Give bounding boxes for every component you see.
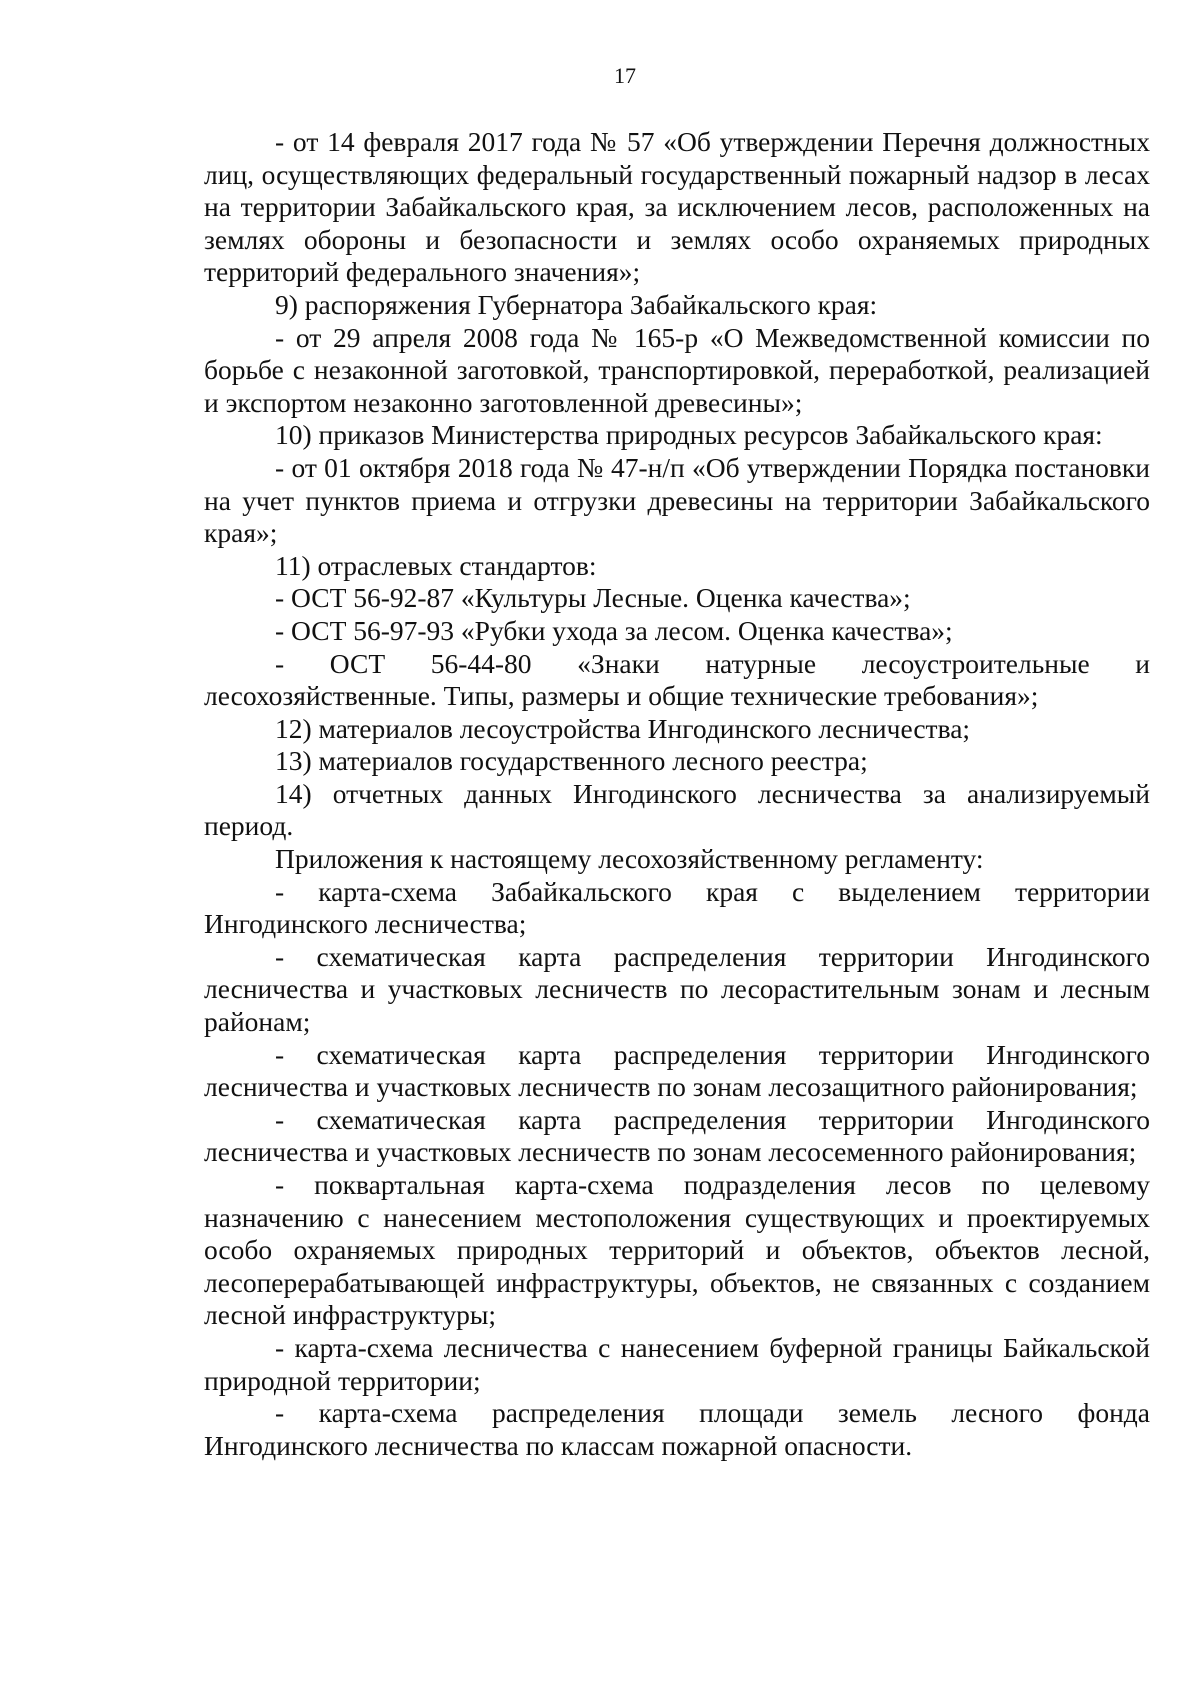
paragraph-appendix-forest-protection-zones: - схематическая карта распределения территории Ингодинского лесничества и участковых лесничеств по зонам лесозащитного районирования; bbox=[204, 1038, 1150, 1103]
paragraph-interdepartmental-commission: - от 29 апреля 2008 года № 165-р «О Межведомственной комиссии по борьбе с незаконной заготовкой, транспортировкой, переработкой, реализацией и экспортом незаконно заготовленной древесины»; bbox=[204, 321, 1150, 418]
paragraph-appendix-quarterly-map: - поквартальная карта-схема подразделения лесов по целевому назначению с нанесением местоположения существующих и проектируемых особо охраняемых природных территорий и объектов, объектов лесной, лесоперерабатывающей инфраструктуры, объектов, не связанных с созданием лесной инфраструктуры; bbox=[204, 1169, 1150, 1331]
paragraph-ministry-orders: 10) приказов Министерства природных ресурсов Забайкальского края: bbox=[275, 419, 1103, 451]
paragraph-ost-56-92-87: - ОСТ 56-92-87 «Культуры Лесные. Оценка качества»; bbox=[275, 582, 911, 614]
page-number: 17 bbox=[614, 63, 636, 88]
paragraph-ost-56-44-80: - ОСТ 56-44-80 «Знаки натурные лесоустроительные и лесохозяйственные. Типы, размеры и общие технические требования»; bbox=[204, 647, 1150, 712]
paragraph-industry-standards: 11) отраслевых стандартов: bbox=[275, 549, 597, 581]
document-body bbox=[204, 126, 1150, 1462]
paragraph-reporting-data: 14) отчетных данных Ингодинского лесничества за анализируемый период. bbox=[204, 777, 1150, 842]
paragraph-forest-management-materials: 12) материалов лесоустройства Ингодинского лесничества; bbox=[275, 712, 971, 744]
paragraph-appendix-region-map: - карта-схема Забайкальского края с выделением территории Ингодинского лесничества; bbox=[204, 875, 1150, 940]
paragraph-appendix-fire-danger: - карта-схема распределения площади земель лесного фонда Ингодинского лесничества по классам пожарной опасности. bbox=[204, 1397, 1150, 1461]
paragraph-governor-orders: 9) распоряжения Губернатора Забайкальского края: bbox=[275, 288, 878, 320]
paragraph-appendix-vegetation-zones: - схематическая карта распределения территории Ингодинского лесничества и участковых лесничеств по лесорастительным зонам и лесным районам; bbox=[204, 940, 1150, 1038]
paragraph-appendices-heading: Приложения к настоящему лесохозяйственному регламенту: bbox=[275, 843, 984, 875]
paragraph-ost-56-97-93: - ОСТ 56-97-93 «Рубки ухода за лесом. Оценка качества»; bbox=[275, 614, 953, 646]
paragraph-state-forest-register: 13) материалов государственного лесного реестра; bbox=[275, 745, 868, 777]
paragraph-appendix-seed-zones: - схематическая карта распределения территории Ингодинского лесничества и участковых лесничеств по зонам лесосеменного районирования; bbox=[204, 1103, 1150, 1168]
paragraph-decree-fire-supervision: - от 14 февраля 2017 года № 57 «Об утверждении Перечня должностных лиц, осуществляющих федеральный государственный пожарный надзор в лесах на территории Забайкальского края, за исключением лесов, расположенных на землях обороны и безопасности и землях особо охраняемых природных территорий федерального значения»; bbox=[204, 126, 1150, 288]
paragraph-timber-registration: - от 01 октября 2018 года № 47-н/п «Об утверждении Порядка постановки на учет пунктов приема и отгрузки древесины на территории Забайкальского края»; bbox=[204, 451, 1150, 549]
paragraph-appendix-baikal-buffer: - карта-схема лесничества с нанесением буферной границы Байкальской природной территории; bbox=[204, 1331, 1150, 1396]
